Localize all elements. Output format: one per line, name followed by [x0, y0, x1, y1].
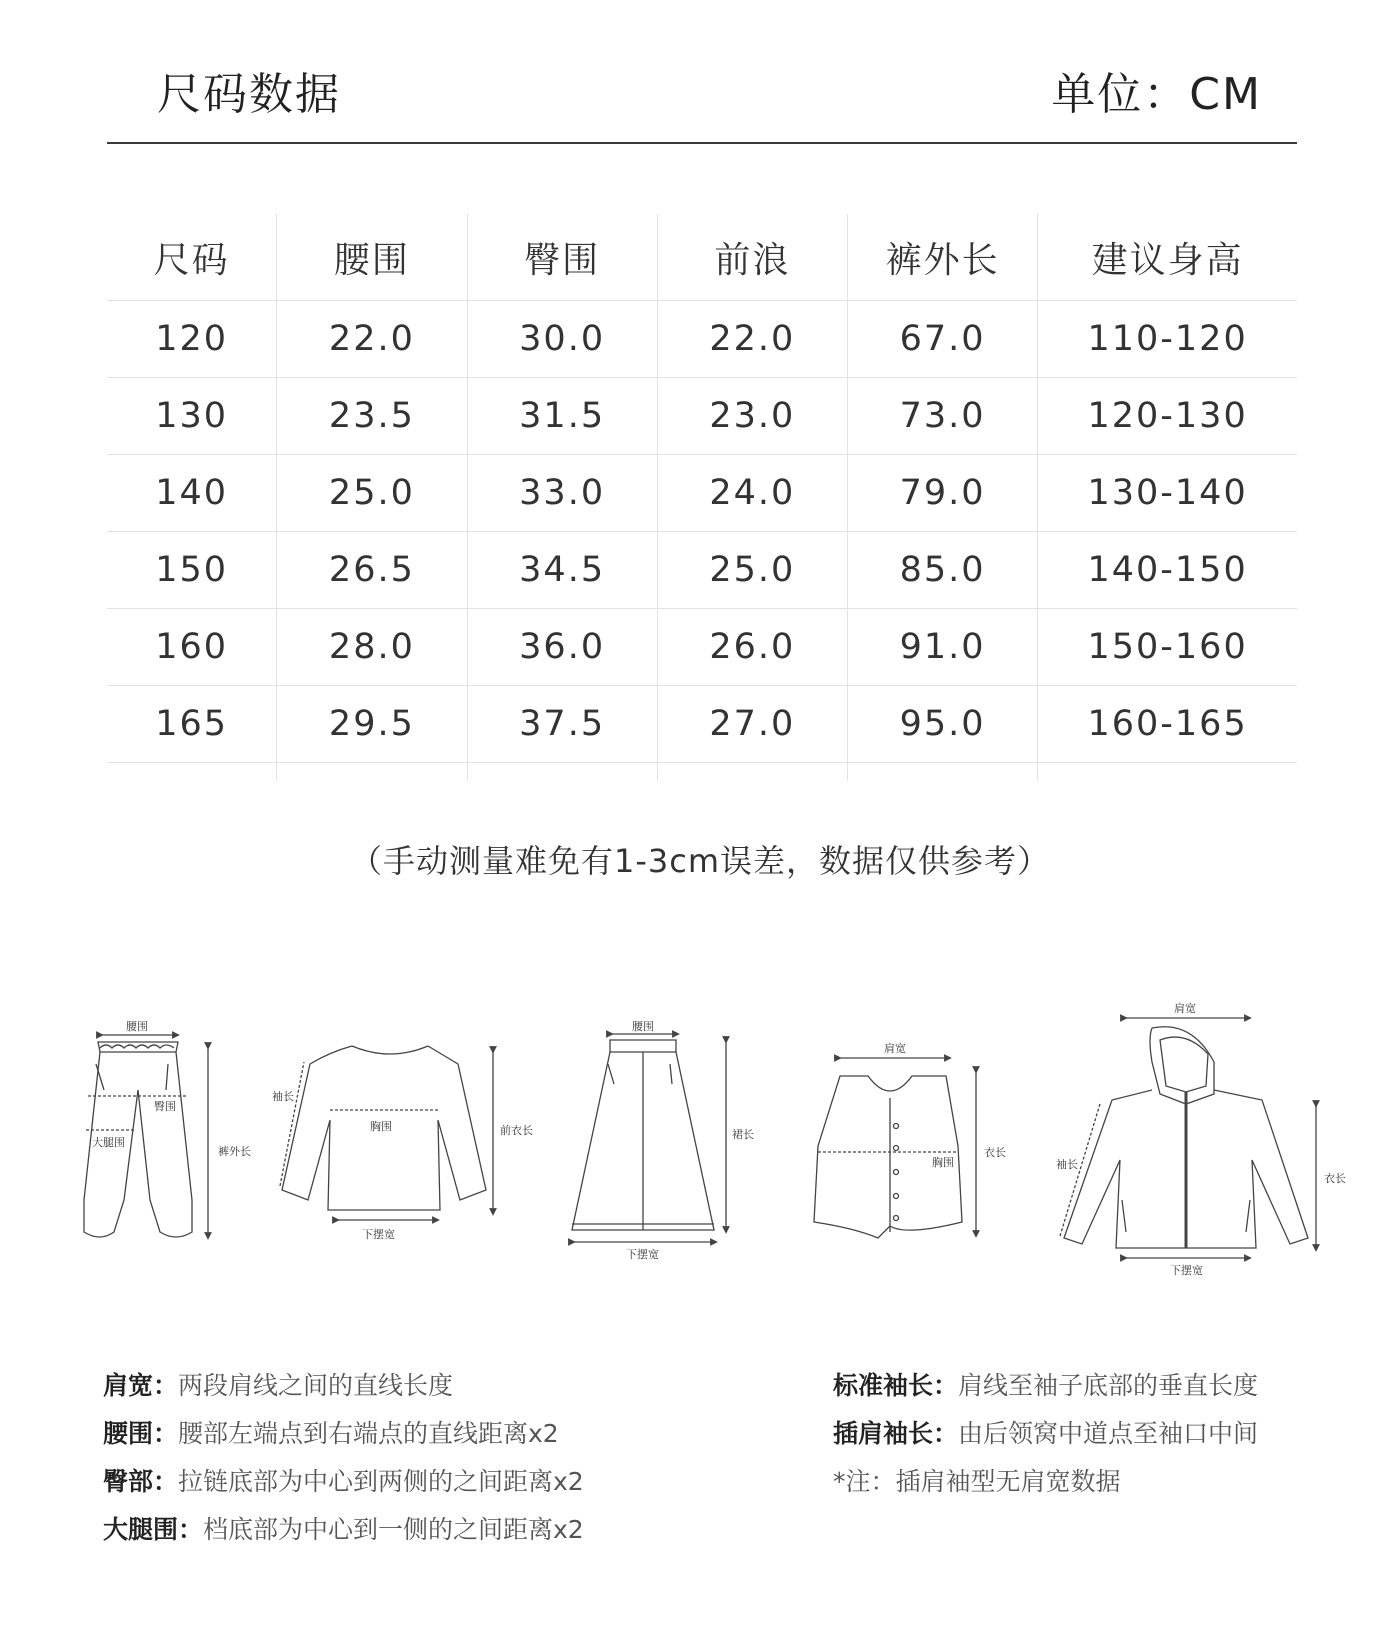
definitions-right	[833, 1362, 1258, 1506]
table-cell: 25.0	[277, 455, 467, 532]
table-cell: 160	[107, 609, 277, 686]
skirt-hem-label: 下摆宽	[626, 1248, 659, 1261]
measurement-note: （手动测量难免有1-3cm误差，数据仅供参考）	[349, 842, 1051, 880]
table-cell: 85.0	[847, 532, 1037, 609]
table-cell: 31.5	[467, 378, 657, 455]
sweatshirt-sleeve-label: 袖长	[272, 1090, 294, 1103]
jacket-shoulder-label: 肩宽	[1174, 1002, 1196, 1015]
definition-term: 大腿围：	[103, 1515, 204, 1544]
pants-waist-label: 腰围	[126, 1020, 148, 1033]
sweatshirt-diagram	[272, 1046, 533, 1241]
table-cell: 26.0	[657, 609, 847, 686]
table-cell: 91.0	[847, 609, 1037, 686]
unit-label: 单位：CM	[1051, 69, 1262, 120]
column-header: 腰围	[277, 214, 467, 301]
vest-diagram	[814, 1041, 1006, 1238]
table-cell: 36.0	[467, 609, 657, 686]
column-header: 臀围	[467, 214, 657, 301]
definition-item	[833, 1458, 1258, 1506]
table-cell: 23.5	[277, 378, 467, 455]
table-cell: 140	[107, 455, 277, 532]
definition-item	[833, 1362, 1258, 1410]
table-cell: 150	[107, 532, 277, 609]
table-row	[107, 301, 1297, 378]
table-cell: 95.0	[847, 686, 1037, 763]
sweatshirt-hem-label: 下摆宽	[362, 1228, 395, 1241]
table-row	[107, 378, 1297, 455]
table-cell: 37.5	[467, 686, 657, 763]
jacket-length-label: 衣长	[1324, 1172, 1346, 1185]
definition-desc: 档底部为中心到一侧的之间距离x2	[203, 1515, 584, 1544]
jacket-hem-label: 下摆宽	[1170, 1264, 1203, 1277]
skirt-length-label: 裙长	[732, 1128, 754, 1141]
definition-term: 腰围：	[103, 1419, 179, 1448]
pants-hip-label: 臀围	[154, 1100, 176, 1113]
table-cell: 27.0	[657, 686, 847, 763]
definition-desc: 两段肩线之间的直线长度	[178, 1371, 454, 1400]
table-cell: 33.0	[467, 455, 657, 532]
table-header-row	[107, 214, 1297, 301]
table-cell: 22.0	[657, 301, 847, 378]
size-table	[107, 214, 1297, 781]
table-cell: 73.0	[847, 378, 1037, 455]
table-cell: 22.0	[277, 301, 467, 378]
definition-term: 臀部：	[103, 1467, 179, 1496]
table-cell: 130	[107, 378, 277, 455]
skirt-waist-label: 腰围	[632, 1020, 654, 1033]
table-cell: 110-120	[1038, 301, 1297, 378]
table-cell: 120	[107, 301, 277, 378]
vest-chest-label: 胸围	[932, 1156, 954, 1169]
pants-thigh-label: 大腿围	[92, 1136, 125, 1149]
skirt-diagram	[572, 1020, 754, 1261]
table-cell: 120-130	[1038, 378, 1297, 455]
column-header: 建议身高	[1038, 214, 1297, 301]
table-cell: 160-165	[1038, 686, 1297, 763]
definition-term: 标准袖长：	[833, 1371, 959, 1400]
table-cell: 29.5	[277, 686, 467, 763]
sweatshirt-chest-label: 胸围	[370, 1120, 392, 1133]
table-cell: 150-160	[1038, 609, 1297, 686]
table-spacer-row	[107, 763, 1297, 782]
table-cell: 34.5	[467, 532, 657, 609]
definition-term: 肩宽：	[103, 1371, 179, 1400]
definition-desc: 拉链底部为中心到两侧的之间距离x2	[178, 1467, 584, 1496]
definition-item	[103, 1458, 584, 1506]
definition-desc: 由后领窝中道点至袖口中间	[958, 1419, 1259, 1448]
definitions-left	[103, 1362, 584, 1554]
table-cell: 165	[107, 686, 277, 763]
vest-shoulder-label: 肩宽	[884, 1042, 906, 1055]
pants-diagram	[84, 1020, 251, 1237]
definition-term: 插肩袖长：	[833, 1419, 959, 1448]
definition-desc: 腰部左端点到右端点的直线距离x2	[178, 1419, 559, 1448]
definition-desc: *注：插肩袖型无肩宽数据	[833, 1467, 1121, 1496]
page-title: 尺码数据	[157, 69, 341, 120]
garment-diagrams	[0, 1000, 1400, 1300]
table-cell: 24.0	[657, 455, 847, 532]
table-cell: 26.5	[277, 532, 467, 609]
table-cell: 28.0	[277, 609, 467, 686]
table-cell: 79.0	[847, 455, 1037, 532]
table-cell: 30.0	[467, 301, 657, 378]
table-row	[107, 455, 1297, 532]
table-cell: 130-140	[1038, 455, 1297, 532]
definition-item	[103, 1410, 584, 1458]
table-row	[107, 532, 1297, 609]
pants-outseam-label: 裤外长	[218, 1145, 251, 1158]
definition-desc: 肩线至袖子底部的垂直长度	[958, 1371, 1259, 1400]
column-header: 前浪	[657, 214, 847, 301]
table-row	[107, 686, 1297, 763]
table-cell: 140-150	[1038, 532, 1297, 609]
table-cell: 23.0	[657, 378, 847, 455]
header-divider	[107, 142, 1297, 144]
jacket-diagram	[1056, 1001, 1346, 1277]
vest-length-label: 衣长	[984, 1146, 1006, 1159]
table-cell: 25.0	[657, 532, 847, 609]
definition-item	[103, 1506, 584, 1554]
column-header: 尺码	[107, 214, 277, 301]
jacket-sleeve-label: 袖长	[1056, 1158, 1078, 1171]
column-header: 裤外长	[847, 214, 1037, 301]
definition-item	[833, 1410, 1258, 1458]
table-row	[107, 609, 1297, 686]
table-cell: 67.0	[847, 301, 1037, 378]
sweatshirt-front-length-label: 前衣长	[500, 1124, 533, 1137]
definition-item	[103, 1362, 584, 1410]
